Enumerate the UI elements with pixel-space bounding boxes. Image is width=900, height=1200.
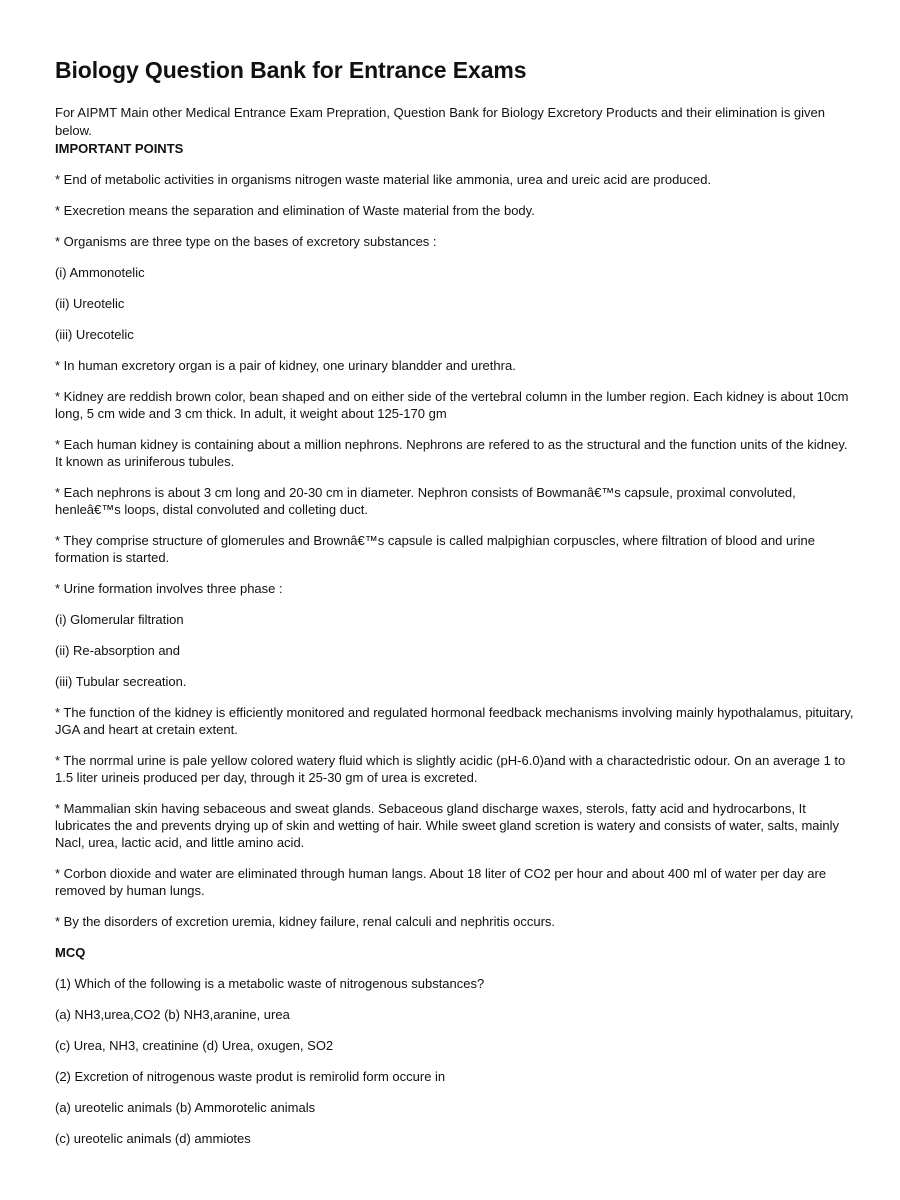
point-14: (ii) Re-absorption and xyxy=(55,643,181,658)
point-9: * Each human kidney is containing about a million nephrons. Nephrons are refered to as the structural and the function units of the kidney. It known as uriniferous tubules. xyxy=(55,437,848,469)
point-18: * Mammalian skin having sebaceous and sweat glands. Sebaceous gland discharge waxes, sterols, fatty acid and hydrocarbons, It lubricates the and prevents drying up of skin and wetting of hair. While sweet gland scretion is watery and consists of water, salts, mainly Nacl, urea, lactic acid, and little amino acid. xyxy=(55,801,840,850)
point-7: * In human excretory organ is a pair of kidney, one urinary blandder and urethra. xyxy=(55,358,516,373)
mcq-heading: MCQ xyxy=(55,945,86,960)
point-5: (ii) Ureotelic xyxy=(55,296,125,311)
mcq-line-5: (a) ureotelic animals (b) Ammorotelic animals xyxy=(55,1100,316,1115)
point-12: * Urine formation involves three phase : xyxy=(55,581,283,596)
point-4: (i) Ammonotelic xyxy=(55,265,145,280)
point-6: (iii) Urecotelic xyxy=(55,327,134,342)
important-points-heading: IMPORTANT POINTS xyxy=(55,141,184,156)
point-1: * End of metabolic activities in organisms nitrogen waste material like ammonia, urea and ureic acid are produced. xyxy=(55,172,712,187)
mcq-line-4: (2) Excretion of nitrogenous waste produt is remirolid form occure in xyxy=(55,1069,446,1084)
point-8: * Kidney are reddish brown color, bean shaped and on either side of the vertebral column in the lumber region. Each kidney is about 10cm long, 5 cm wide and 3 cm thick. In adult, it weight about 125-170 gm xyxy=(55,389,849,421)
mcq-line-2: (a) NH3,urea,CO2 (b) NH3,aranine, urea xyxy=(55,1007,290,1022)
mcq-line-1: (1) Which of the following is a metabolic waste of nitrogenous substances? xyxy=(55,976,485,991)
page-title: Biology Question Bank for Entrance Exams xyxy=(55,57,527,83)
document-page xyxy=(55,56,855,1147)
point-16: * The function of the kidney is efficiently monitored and regulated hormonal feedback mechanisms involving mainly hypothalamus, pituitary, JGA and heart at cretain extent. xyxy=(55,705,854,737)
intro-paragraph: For AIPMT Main other Medical Entrance Exam Prepration, Question Bank for Biology Excretory Products and their elimination is given below. xyxy=(55,105,826,138)
point-3: * Organisms are three type on the bases of excretory substances : xyxy=(55,234,437,249)
point-2: * Execretion means the separation and elimination of Waste material from the body. xyxy=(55,203,535,218)
point-11: * They comprise structure of glomerules and Brownâ€™s capsule is called malpighian corpuscles, where filtration of blood and urine formation is started. xyxy=(55,533,815,565)
mcq-line-3: (c) Urea, NH3, creatinine (d) Urea, oxugen, SO2 xyxy=(55,1038,334,1053)
point-17: * The norrmal urine is pale yellow colored watery fluid which is slightly acidic (pH-6.0)and with a charactedristic odour. On an average 1 to 1.5 liter urineis produced per day, through it 25-30 gm of urea is excreted. xyxy=(55,753,846,785)
mcq-line-6: (c) ureotelic animals (d) ammiotes xyxy=(55,1131,251,1146)
point-10: * Each nephrons is about 3 cm long and 20-30 cm in diameter. Nephron consists of Bowmanâ€™s capsule, proximal convoluted, henleâ€™s loops, distal convoluted and colleting duct. xyxy=(55,485,796,517)
point-15: (iii) Tubular secreation. xyxy=(55,674,187,689)
point-13: (i) Glomerular filtration xyxy=(55,612,184,627)
point-20: * By the disorders of excretion uremia, kidney failure, renal calculi and nephritis occurs. xyxy=(55,914,556,929)
point-19: * Corbon dioxide and water are eliminated through human langs. About 18 liter of CO2 per hour and about 400 ml of water per day are removed by human lungs. xyxy=(55,866,827,898)
